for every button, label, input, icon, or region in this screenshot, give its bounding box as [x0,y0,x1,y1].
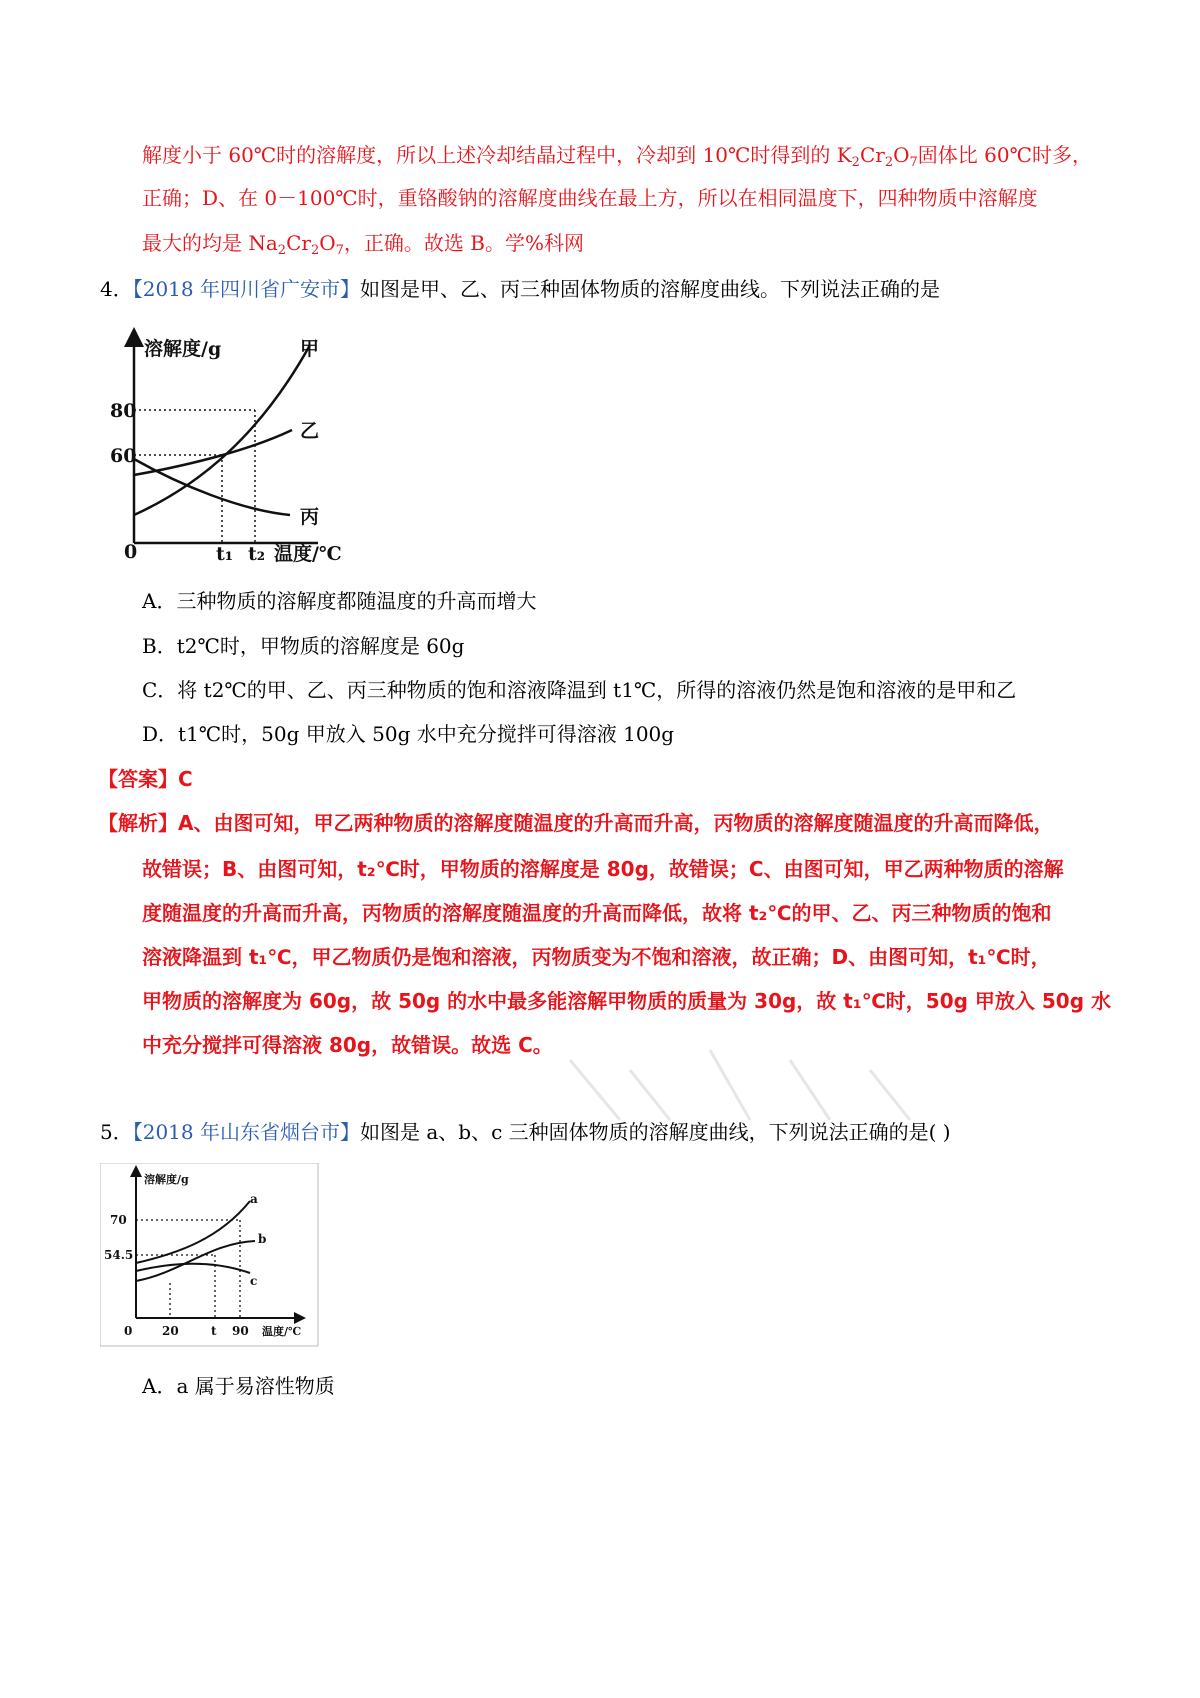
prev-analysis-line-2: 正确；D、在 0－100℃时，重铬酸钠的溶解度曲线在最上方，所以在相同温度下，四种物质中溶解度 [142,186,1038,210]
question-4-stem [100,275,940,303]
y-axis-label: 溶解度/g [144,338,222,360]
q4-option-b: B．t2℃时，甲物质的溶解度是 60g [142,634,465,658]
curve-jia [134,345,310,515]
q4-analysis-line-2: 故错误；B、由图可知，t₂℃时，甲物质的溶解度是 80g，故错误；C、由图可知，甲乙两种物质的溶解 [142,857,1064,881]
q4-answer [98,765,193,793]
curve-a [136,1201,250,1263]
series-label-b: b [258,1232,267,1246]
watermark [150,1040,1020,1130]
x-axis-label: 温度/℃ [262,1325,302,1338]
q5-option-a: A．a 属于易溶性物质 [142,1374,335,1398]
prev-analysis-line-3: 最大的均是 $Na_2Cr_2O_7$，正确。故选 B。学%科网 [142,231,584,258]
q4-analysis-line-6: 中充分搅拌可得溶液 80g，故错误。故选 C。 [142,1033,553,1057]
question-source: 【2018 年山东省烟台市】 [132,1120,360,1144]
q4-analysis-line-1: 【解析】A、由图可知，甲乙两种物质的溶解度随温度的升高而升高，丙物质的溶解度随温度的升高而降低， [98,811,1054,835]
origin-label: 0 [124,1324,133,1338]
y-axis-label: 溶解度/g [144,1173,189,1186]
series-label-jia: 甲 [300,338,320,360]
analysis-label: 【解析】 [98,811,178,835]
question-text: 如图是 a、b、c 三种固体物质的溶解度曲线，下列说法正确的是( ) [360,1120,951,1144]
answer-value: C [178,767,193,791]
prev-analysis-line-1: 解度小于 60℃时的溶解度，所以上述冷却结晶过程中，冷却到 10℃时得到的 $K_2Cr_2O_7$固体比 60℃时多， [142,143,1092,170]
y-tick-60: 60 [110,445,137,467]
series-label-a: a [250,1192,258,1206]
origin-label: 0 [124,541,138,563]
x-tick-20: 20 [162,1324,179,1338]
x-tick-t1: t₁ [216,543,234,565]
x-tick-t: t [211,1324,217,1338]
question-number: 5． [100,1120,133,1144]
q4-option-d: D．t1℃时，50g 甲放入 50g 水中充分搅拌可得溶液 100g [142,722,675,746]
question-source: 【2018 年四川省广安市】 [132,277,360,301]
x-tick-90: 90 [232,1324,249,1338]
y-tick-80: 80 [110,400,137,422]
q4-analysis-line-4: 溶液降温到 t₁℃，甲乙物质仍是饱和溶液，丙物质变为不饱和溶液，故正确；D、由图可知，t₁℃时， [142,945,1051,969]
y-tick-70: 70 [110,1213,127,1227]
question-number: 4． [100,277,133,301]
question-text: 如图是甲、乙、丙三种固体物质的溶解度曲线。下列说法正确的是 [360,277,940,301]
q4-analysis-line-3: 度随温度的升高而升高，丙物质的溶解度随温度的升高而降低，故将 t₂℃的甲、乙、丙三种物质的饱和 [142,901,1052,925]
q4-option-a: A．三种物质的溶解度都随温度的升高而增大 [142,589,537,613]
answer-label: 【答案】 [98,767,178,791]
solubility-chart-q5 [100,1163,320,1348]
curve-b [136,1241,255,1281]
q4-option-c: C．将 t2℃的甲、乙、丙三种物质的饱和溶液降温到 t1℃，所得的溶液仍然是饱和溶液的是甲和乙 [142,678,1017,702]
solubility-chart-q4 [110,325,360,565]
curve-yi [134,430,292,475]
curve-c [136,1264,250,1273]
series-label-c: c [250,1274,258,1288]
series-label-bing: 丙 [300,506,320,528]
series-label-yi: 乙 [300,420,320,442]
x-tick-t2: t₂ [248,543,266,565]
question-5-stem [100,1118,951,1146]
x-axis-label: 温度/℃ [274,543,342,565]
q4-analysis-line-5: 甲物质的溶解度为 60g，故 50g 的水中最多能溶解甲物质的质量为 30g，故 t₁℃时，50g 甲放入 50g 水 [142,989,1111,1013]
y-tick-54-5: 54.5 [104,1248,134,1262]
